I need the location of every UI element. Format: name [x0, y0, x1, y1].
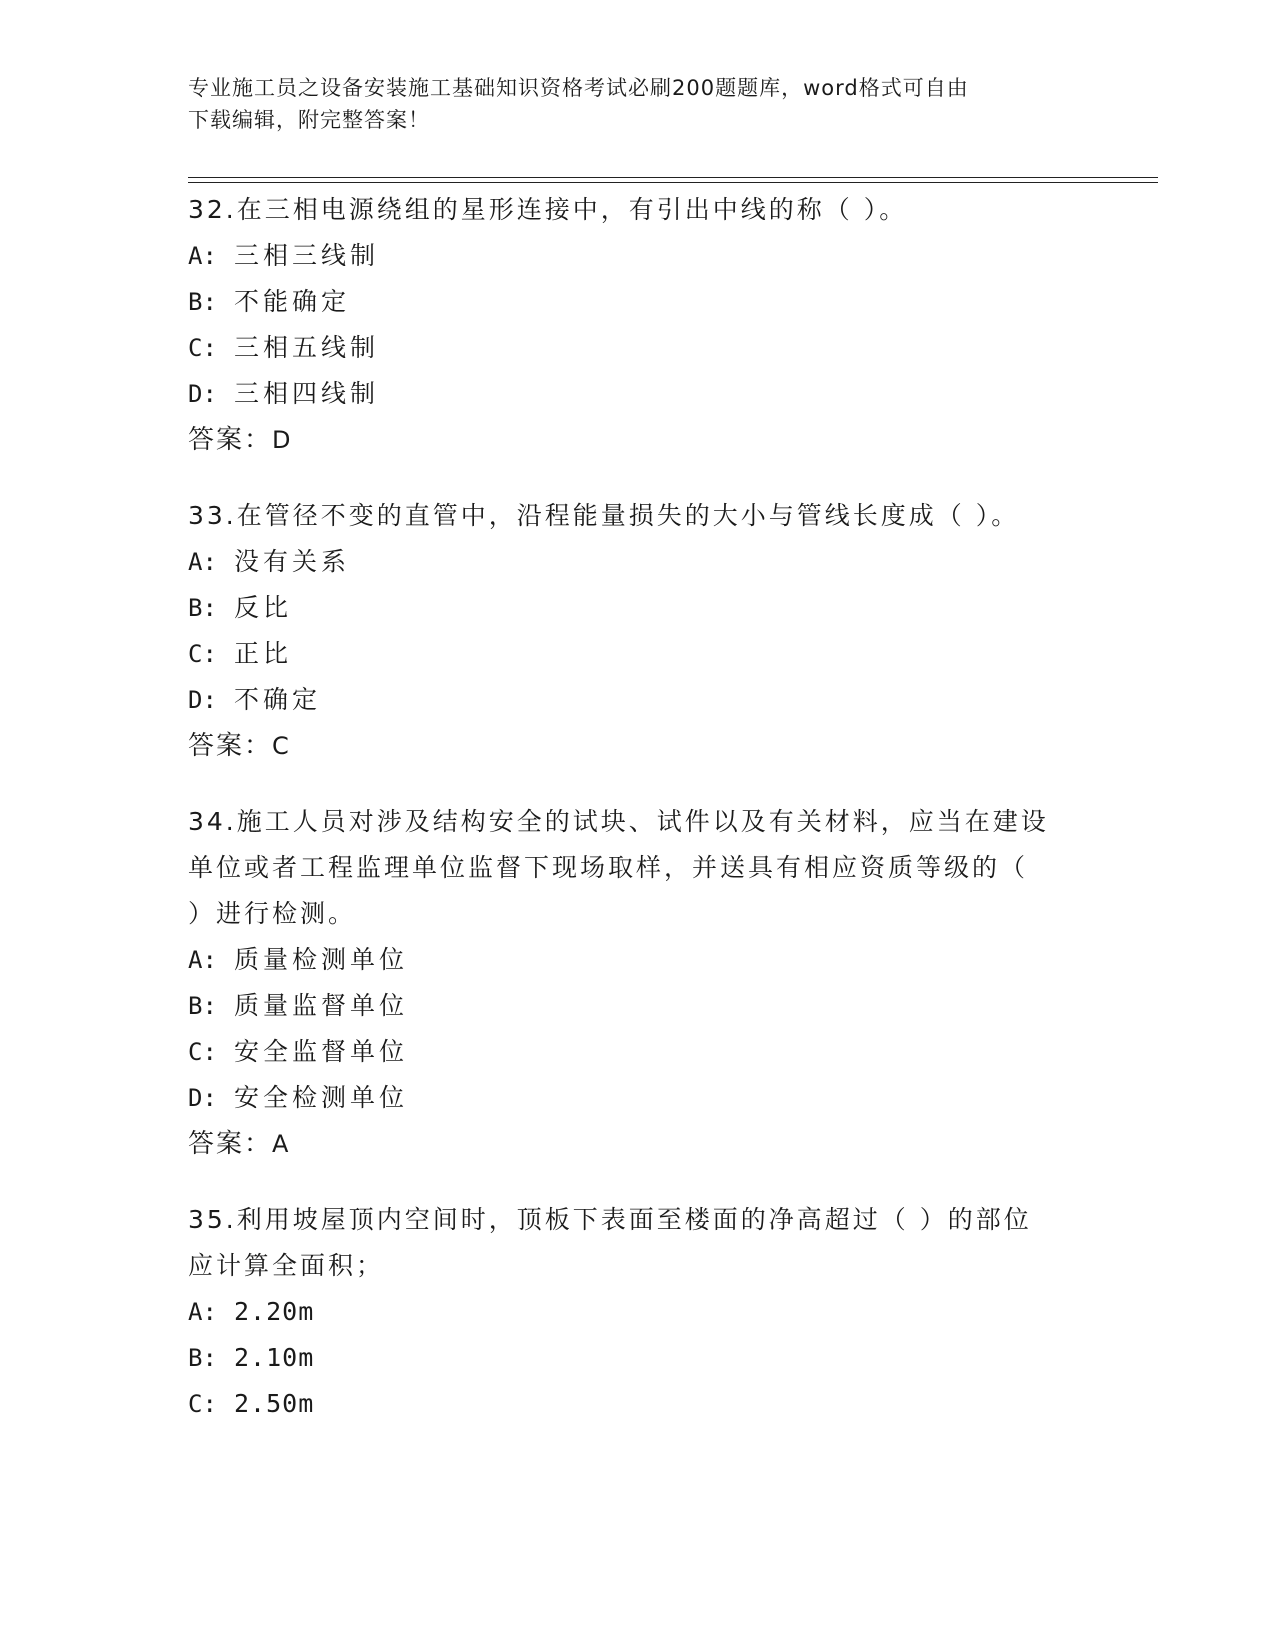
option-letter: B: [188, 288, 217, 316]
document-header [188, 72, 1088, 136]
answer-option [188, 585, 1088, 631]
question-item [188, 187, 1088, 463]
answer-value: D [272, 426, 293, 454]
option-letter: B: [188, 1344, 217, 1372]
answer-option [188, 325, 1088, 371]
option-text: 三相三线制 [234, 241, 380, 270]
option-letter: C: [188, 1390, 217, 1418]
answer-option [188, 631, 1088, 677]
option-letter: A: [188, 548, 217, 576]
answer-option [188, 937, 1088, 983]
answer-option [188, 677, 1088, 723]
header-divider-top [188, 177, 1158, 178]
question-stem-line: 单位或者工程监理单位监督下现场取样，并送具有相应资质等级的（ [188, 853, 1029, 882]
question-stem-line: 33.在管径不变的直管中，沿程能量损失的大小与管线长度成（ ）。 [188, 501, 1020, 530]
question-stem-line: 32.在三相电源绕组的星形连接中，有引出中线的称（ ）。 [188, 195, 908, 224]
option-text: 三相四线制 [234, 379, 380, 408]
answer-option [188, 233, 1088, 279]
answer-option [188, 1335, 1088, 1381]
answer-option [188, 371, 1088, 417]
option-text: 不能确定 [234, 287, 351, 316]
option-letter: A: [188, 1298, 217, 1326]
option-text: 不确定 [234, 685, 322, 714]
question-stem [188, 1197, 1088, 1289]
option-text: 正比 [234, 639, 293, 668]
answer-option [188, 1075, 1088, 1121]
option-letter: C: [188, 334, 217, 362]
option-text: 质量监督单位 [234, 991, 409, 1020]
answer-option [188, 1381, 1088, 1427]
option-text: 反比 [234, 593, 293, 622]
answer-line [188, 723, 1088, 769]
answer-line [188, 417, 1088, 463]
option-text: 2.10m [234, 1343, 315, 1372]
question-stem [188, 187, 1088, 233]
answer-option [188, 983, 1088, 1029]
option-letter: C: [188, 640, 217, 668]
answer-value: C [272, 732, 291, 760]
question-stem [188, 493, 1088, 539]
question-stem-line: 35.利用坡屋顶内空间时，顶板下表面至楼面的净高超过（ ）的部位 [188, 1205, 1032, 1234]
header-divider-bottom [188, 182, 1158, 183]
answer-label: 答案： [188, 731, 273, 761]
option-letter: B: [188, 992, 217, 1020]
option-text: 三相五线制 [234, 333, 380, 362]
answer-line [188, 1121, 1088, 1167]
answer-option [188, 539, 1088, 585]
option-text: 安全监督单位 [234, 1037, 409, 1066]
question-item [188, 799, 1088, 1167]
answer-label: 答案： [188, 1129, 273, 1159]
question-item [188, 1197, 1088, 1427]
header-line-2: 下载编辑，附完整答案！ [188, 108, 430, 132]
answer-option [188, 279, 1088, 325]
question-stem [188, 799, 1088, 937]
option-letter: D: [188, 380, 217, 408]
question-item [188, 493, 1088, 769]
answer-label: 答案： [188, 425, 273, 455]
option-text: 没有关系 [234, 547, 351, 576]
option-letter: D: [188, 1084, 217, 1112]
answer-value: A [272, 1130, 291, 1158]
option-letter: D: [188, 686, 217, 714]
option-text: 质量检测单位 [234, 945, 409, 974]
answer-option [188, 1289, 1088, 1335]
header-line-1: 专业施工员之设备安装施工基础知识资格考试必刷200题题库，word格式可自由 [188, 76, 969, 100]
option-letter: A: [188, 242, 217, 270]
option-letter: B: [188, 594, 217, 622]
question-list [188, 187, 1088, 1457]
option-text: 2.20m [234, 1297, 315, 1326]
question-stem-line: 34.施工人员对涉及结构安全的试块、试件以及有关材料，应当在建设 [188, 807, 1049, 836]
question-stem-line: ）进行检测。 [188, 899, 357, 928]
option-text: 2.50m [234, 1389, 315, 1418]
option-letter: A: [188, 946, 217, 974]
option-text: 安全检测单位 [234, 1083, 409, 1112]
option-letter: C: [188, 1038, 217, 1066]
answer-option [188, 1029, 1088, 1075]
question-stem-line: 应计算全面积； [188, 1251, 385, 1280]
